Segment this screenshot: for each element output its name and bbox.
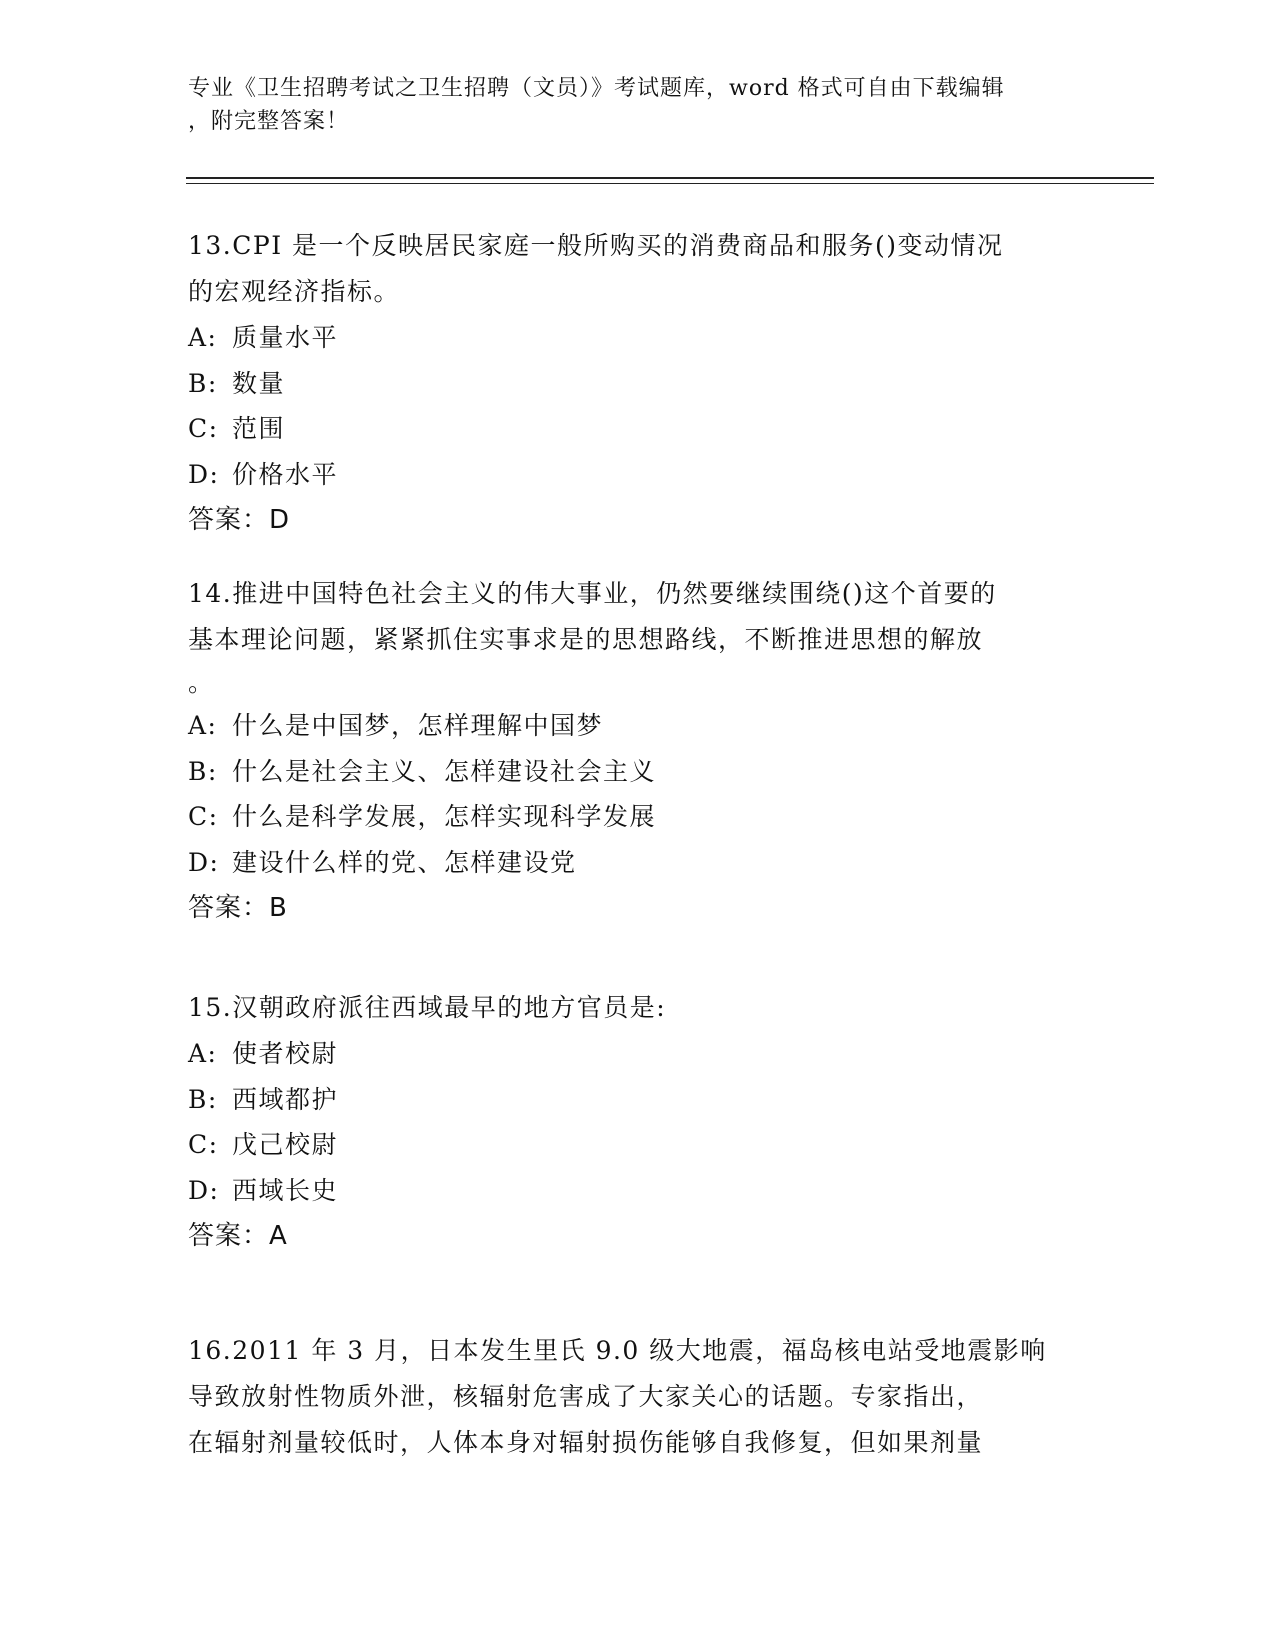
option-d	[188, 452, 1088, 498]
document-header	[188, 72, 1078, 138]
option-b	[188, 1077, 1088, 1123]
header-divider-thin	[186, 183, 1154, 184]
option-c	[188, 406, 1088, 452]
option-a	[188, 703, 1088, 749]
question-stem-line: 导致放射性物质外泄，核辐射危害成了大家关心的话题。专家指出，	[188, 1382, 984, 1411]
question-14	[188, 571, 1088, 931]
question-stem-line: 的宏观经济指标。	[188, 277, 401, 306]
answer-line: 答案：B	[188, 893, 288, 923]
header-line-2: ，附完整答案！	[188, 109, 350, 134]
question-16	[188, 1328, 1088, 1466]
option-text: 戊己校尉	[232, 1130, 339, 1159]
question-15	[188, 985, 1088, 1259]
answer-line: 答案：A	[188, 1221, 288, 1251]
option-key: C:	[188, 1130, 219, 1159]
option-text: 什么是中国梦，怎样理解中国梦	[232, 711, 604, 740]
option-a	[188, 1031, 1088, 1077]
option-text: 西域长史	[232, 1175, 339, 1205]
option-key: B:	[188, 756, 218, 786]
option-key: D:	[188, 847, 220, 877]
question-13	[188, 223, 1088, 543]
question-stem-line: 在辐射剂量较低时，人体本身对辐射损伤能够自我修复，但如果剂量	[188, 1428, 984, 1457]
option-key: B:	[188, 368, 218, 398]
question-stem-line: 16.2011 年 3 月，日本发生里氏 9.0 级大地震，福岛核电站受地震影响	[188, 1336, 1047, 1365]
option-text: 使者校尉	[232, 1039, 339, 1068]
answer-line: 答案：D	[188, 505, 291, 535]
question-stem-line: 14.推进中国特色社会主义的伟大事业，仍然要继续围绕()这个首要的	[188, 579, 997, 608]
option-text: 西域都护	[232, 1084, 339, 1114]
option-key: C:	[188, 414, 219, 443]
option-key: A:	[188, 323, 218, 352]
option-text: 建设什么样的党、怎样建设党	[232, 847, 577, 877]
question-stem-line: 13.CPI 是一个反映居民家庭一般所购买的消费商品和服务()变动情况	[188, 231, 1004, 260]
question-stem-line: 。	[188, 668, 215, 697]
option-key: A:	[188, 1039, 218, 1068]
option-c	[188, 794, 1088, 840]
header-divider-thick	[186, 177, 1154, 179]
option-c	[188, 1122, 1088, 1168]
option-key: A:	[188, 711, 218, 740]
option-key: B:	[188, 1084, 218, 1114]
question-stem-line: 基本理论问题，紧紧抓住实事求是的思想路线，不断推进思想的解放	[188, 625, 984, 654]
question-stem-line: 15.汉朝政府派往西域最早的地方官员是:	[188, 993, 667, 1022]
option-b	[188, 361, 1088, 407]
option-text: 数量	[232, 368, 286, 398]
option-b	[188, 749, 1088, 795]
option-text: 什么是科学发展，怎样实现科学发展	[232, 802, 657, 831]
header-line-1: 专业《卫生招聘考试之卫生招聘（文员）》考试题库，word 格式可自由下载编辑	[188, 76, 1005, 101]
option-key: D:	[188, 1175, 220, 1205]
option-text: 质量水平	[232, 323, 339, 352]
option-d	[188, 840, 1088, 886]
option-d	[188, 1168, 1088, 1214]
option-key: D:	[188, 459, 220, 489]
option-text: 什么是社会主义、怎样建设社会主义	[232, 756, 657, 786]
option-a	[188, 315, 1088, 361]
option-key: C:	[188, 802, 219, 831]
option-text: 范围	[232, 414, 286, 443]
option-text: 价格水平	[232, 459, 339, 489]
